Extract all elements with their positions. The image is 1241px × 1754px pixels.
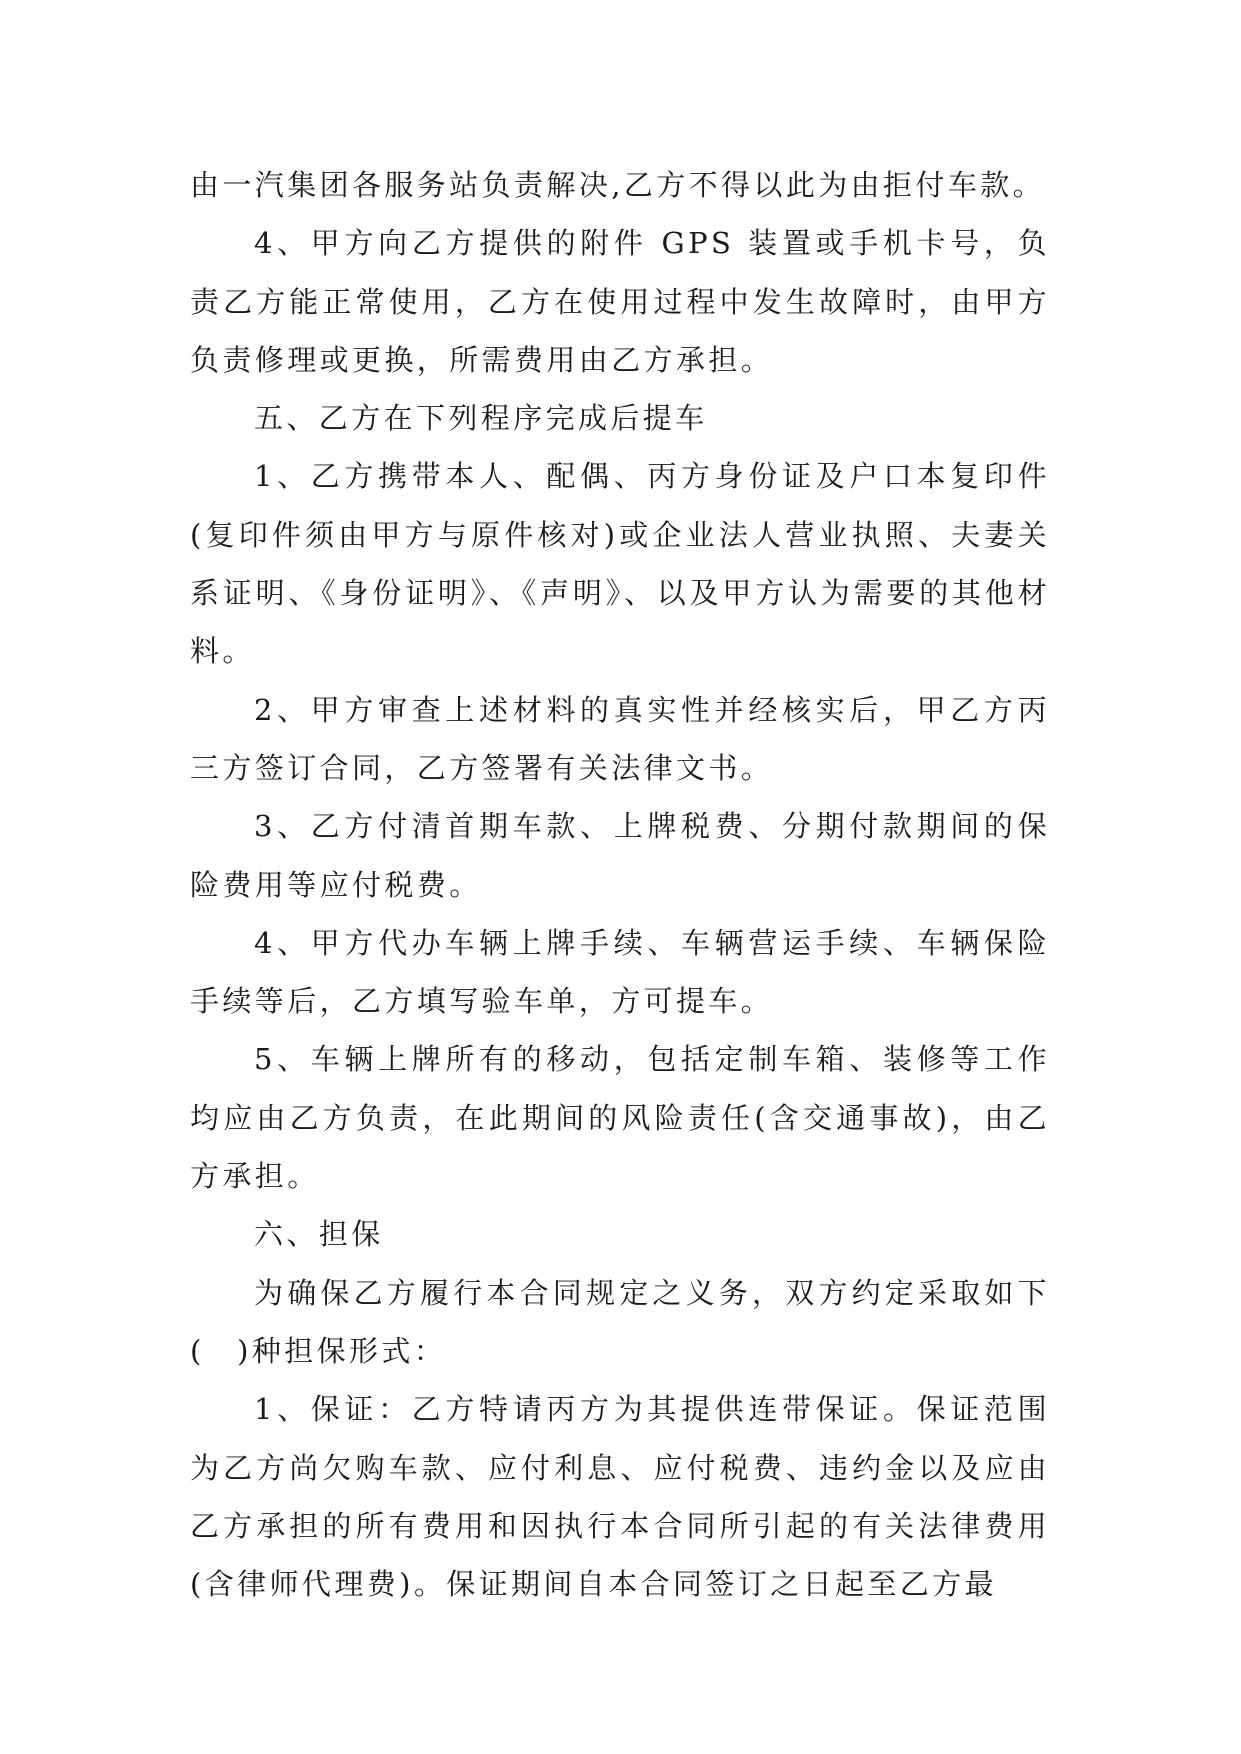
paragraph: 5、车辆上牌所有的移动，包括定制车箱、装修等工作均应由乙方负责，在此期间的风险责任(含交通事故)，由乙方承担。 xyxy=(190,1042,1050,1194)
document-body xyxy=(190,156,1050,1613)
paragraph: 2、甲方审查上述材料的真实性并经核实后，甲乙方丙三方签订合同，乙方签署有关法律文书。 xyxy=(190,692,1050,785)
paragraph: 4、甲方向乙方提供的附件 GPS 装置或手机卡号，负责乙方能正常使用，乙方在使用过程中发生故障时，由甲方负责修理或更换，所需费用由乙方承担。 xyxy=(190,226,1050,377)
paragraph: 1、乙方携带本人、配偶、丙方身份证及户口本复印件(复印件须由甲方与原件核对)或企业法人营业执照、夫妻关系证明、《身份证明》、《声明》、以及甲方认为需要的其他材料。 xyxy=(190,459,1050,669)
paragraph: 4、甲方代办车辆上牌手续、车辆营运手续、车辆保险手续等后，乙方填写验车单，方可提车。 xyxy=(190,925,1050,1019)
section-heading: 六、担保 xyxy=(254,1217,384,1252)
paragraph: 1、保证：乙方特请丙方为其提供连带保证。保证范围为乙方尚欠购车款、应付利息、应付税费、违约金以及应由乙方承担的所有费用和因执行本合同所引起的有关法律费用(含律师代理费)。保证期间自本合同签订之日起至乙方最 xyxy=(190,1392,1050,1602)
section-heading: 五、乙方在下列程序完成后提车 xyxy=(254,401,708,436)
paragraph: 3、乙方付清首期车款、上牌税费、分期付款期间的保险费用等应付税费。 xyxy=(190,809,1050,902)
paragraph: 为确保乙方履行本合同规定之义务，双方约定采取如下( )种担保形式： xyxy=(190,1275,1050,1368)
paragraph: 由一汽集团各服务站负责解决,乙方不得以此为由拒付车款。 xyxy=(190,168,1046,202)
